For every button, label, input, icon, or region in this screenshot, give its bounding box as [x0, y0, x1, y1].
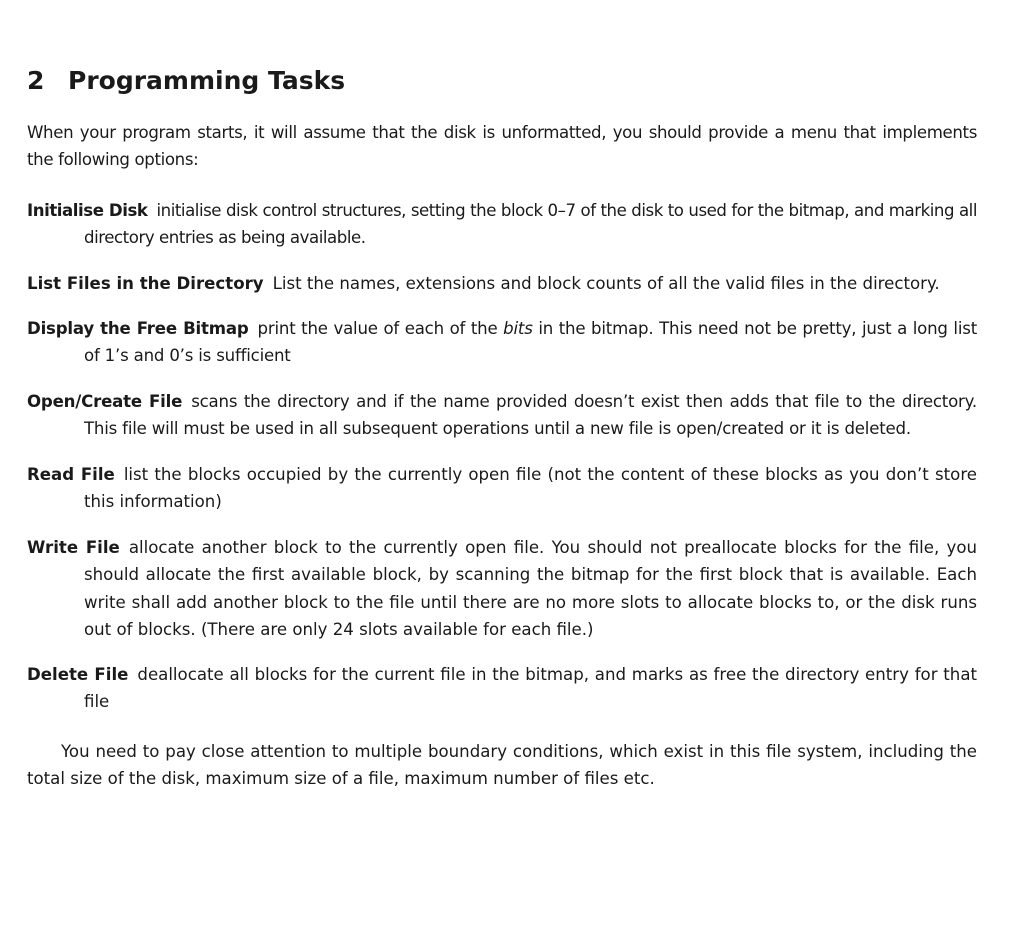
- option-description: initialise disk control structures, setting the block 0–7 of the disk to used for the bitmap, and marking all directory entries as being available.: [84, 201, 977, 248]
- option-delete-file: [27, 661, 977, 716]
- option-description: list the blocks occupied by the currently open file (not the content of these blocks as you don’t store this information): [84, 465, 977, 512]
- option-read-file: [27, 461, 977, 516]
- option-description: allocate another block to the currently open file. You should not preallocate blocks for the file, you should allocate the first available block, by scanning the bitmap for the first block that is available. Each write shall add another block to the file until there are no more slots to allocate blocks to, or the disk runs out of blocks. (There are only 24 slots available for each file.): [84, 538, 977, 640]
- option-description-after: in the bitmap. This need not be pretty, just a long list of 1’s and 0’s is sufficient: [84, 319, 978, 366]
- option-term: Open/Create File: [27, 392, 183, 411]
- option-list-files: [27, 270, 977, 297]
- section-heading: [27, 64, 345, 98]
- option-term: Display the Free Bitmap: [27, 319, 249, 338]
- section-number: 2: [27, 66, 45, 95]
- option-term: Initialise Disk: [27, 201, 148, 220]
- option-term: Write File: [27, 538, 120, 557]
- option-term: List Files in the Directory: [27, 274, 264, 293]
- option-display-free-bitmap: [27, 315, 977, 370]
- option-description: deallocate all blocks for the current file in the bitmap, and marks as free the directory entry for that file: [84, 665, 977, 712]
- option-open-create-file: [27, 388, 977, 443]
- intro-paragraph: When your program starts, it will assume that the disk is unformatted, you should provide a menu that implements the following options:: [27, 123, 977, 170]
- closing-paragraph: You need to pay close attention to multiple boundary conditions, which exist in this file system, including the total size of the disk, maximum size of a file, maximum number of files etc.: [27, 742, 977, 789]
- option-description-emphasis: bits: [503, 319, 533, 338]
- option-initialise-disk: [27, 197, 977, 252]
- option-write-file: [27, 534, 977, 644]
- option-description: List the names, extensions and block counts of all the valid files in the directory.: [272, 274, 940, 293]
- option-term: Delete File: [27, 665, 129, 684]
- option-description-before: print the value of each of the: [257, 319, 498, 338]
- option-description: scans the directory and if the name provided doesn’t exist then adds that file to the directory. This file will must be used in all subsequent operations until a new file is open/created or it is deleted.: [84, 392, 978, 439]
- option-term: Read File: [27, 465, 115, 484]
- section-title: Programming Tasks: [68, 66, 346, 95]
